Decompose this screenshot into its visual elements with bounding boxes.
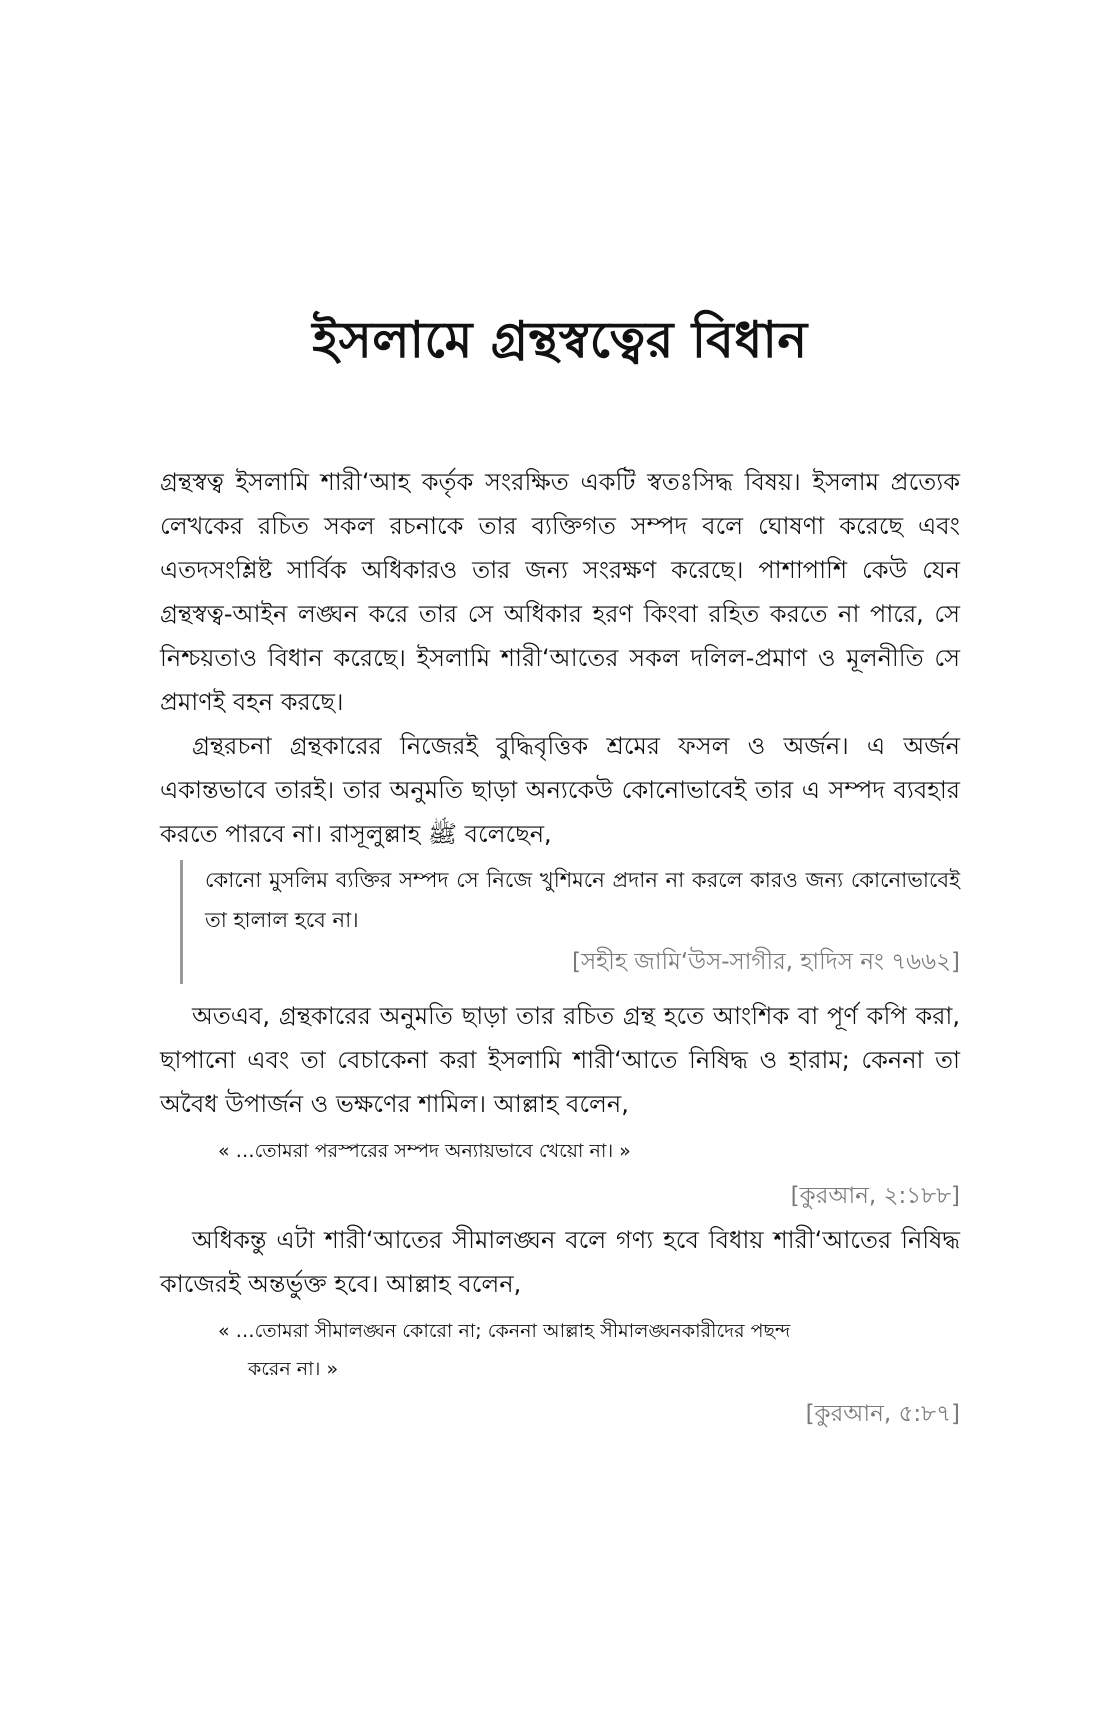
hadith-citation: [সহীহ জামি‘উস-সাগীর, হাদিস নং ৭৬৬২] — [572, 949, 960, 975]
paragraph-prohibition: অতএব, গ্রন্থকারের অনুমতি ছাড়া তার রচিত গ্রন্থ হতে আংশিক বা পূর্ণ কপি করা, ছাপানো এবং তা বেচাকেনা করা ইসলামি শারী‘আতে নিষিদ্ধ ও হারাম; কেননা তা অবৈধ উপার্জন ও ভক্ষণের শামিল। আল্লাহ বলেন, — [160, 1002, 960, 1118]
document-page — [160, 300, 960, 1436]
quran-verse-2 — [218, 1312, 960, 1388]
paragraph-authorship: গ্রন্থরচনা গ্রন্থকারের নিজেরই বুদ্ধিবৃত্তিক শ্রমের ফসল ও অর্জন। এ অর্জন একান্তভাবে তারই। তার অনুমতি ছাড়া অন্যকেউ কোনোভাবেই তার এ সম্পদ ব্যবহার করতে পারবে না। রাসূলুল্লাহ ﷺ বলেছেন, — [160, 732, 960, 848]
quran-citation-2: [কুরআন, ৫:৮৭] — [805, 1401, 960, 1427]
page-title: ইসলামে গ্রন্থস্বত্বের বিধান — [312, 311, 808, 369]
quran-verse-2-line-2: করেন না। » — [248, 1358, 339, 1380]
quran-verse-2-line-1: « …তোমরা সীমালঙ্ঘন কোরো না; কেননা আল্লাহ সীমালঙ্ঘনকারীদের পছন্দ — [218, 1320, 791, 1342]
paragraph-transgression: অধিকন্তু এটা শারী‘আতের সীমালঙ্ঘন বলে গণ্য হবে বিধায় শারী‘আতের নিষিদ্ধ কাজেরই অন্তর্ভুক্ত হবে। আল্লাহ বলেন, — [160, 1226, 960, 1298]
paragraph-copyright-intro: গ্রন্থস্বত্ব ইসলামি শারী‘আহ কর্তৃক সংরক্ষিত একটি স্বতঃসিদ্ধ বিষয়। ইসলাম প্রত্যেক লেখকের রচিত সকল রচনাকে তার ব্যক্তিগত সম্পদ বলে ঘোষণা করেছে এবং এতদসংশ্লিষ্ট সার্বিক অধিকারও তার জন্য সংরক্ষণ করেছে। পাশাপাশি কেউ যেন গ্রন্থস্বত্ব-আইন লঙ্ঘন করে তার সে অধিকার হরণ কিংবা রহিত করতে না পারে, সে নিশ্চয়তাও বিধান করেছে। ইসলামি শারী‘আতের সকল দলিল-প্রমাণ ও মূলনীতি সে প্রমাণই বহন করছে। — [160, 468, 960, 716]
quran-citation-1: [কুরআন, ২:১৮৮] — [790, 1183, 960, 1209]
quran-verse-1: « …তোমরা পরস্পরের সম্পদ অন্যায়ভাবে খেয়ো না। » — [218, 1140, 631, 1162]
hadith-text: কোনো মুসলিম ব্যক্তির সম্পদ সে নিজে খুশিমনে প্রদান না করলে কারও জন্য কোনোভাবেই তা হালাল হবে না। — [205, 868, 960, 932]
hadith-quote — [180, 860, 960, 984]
